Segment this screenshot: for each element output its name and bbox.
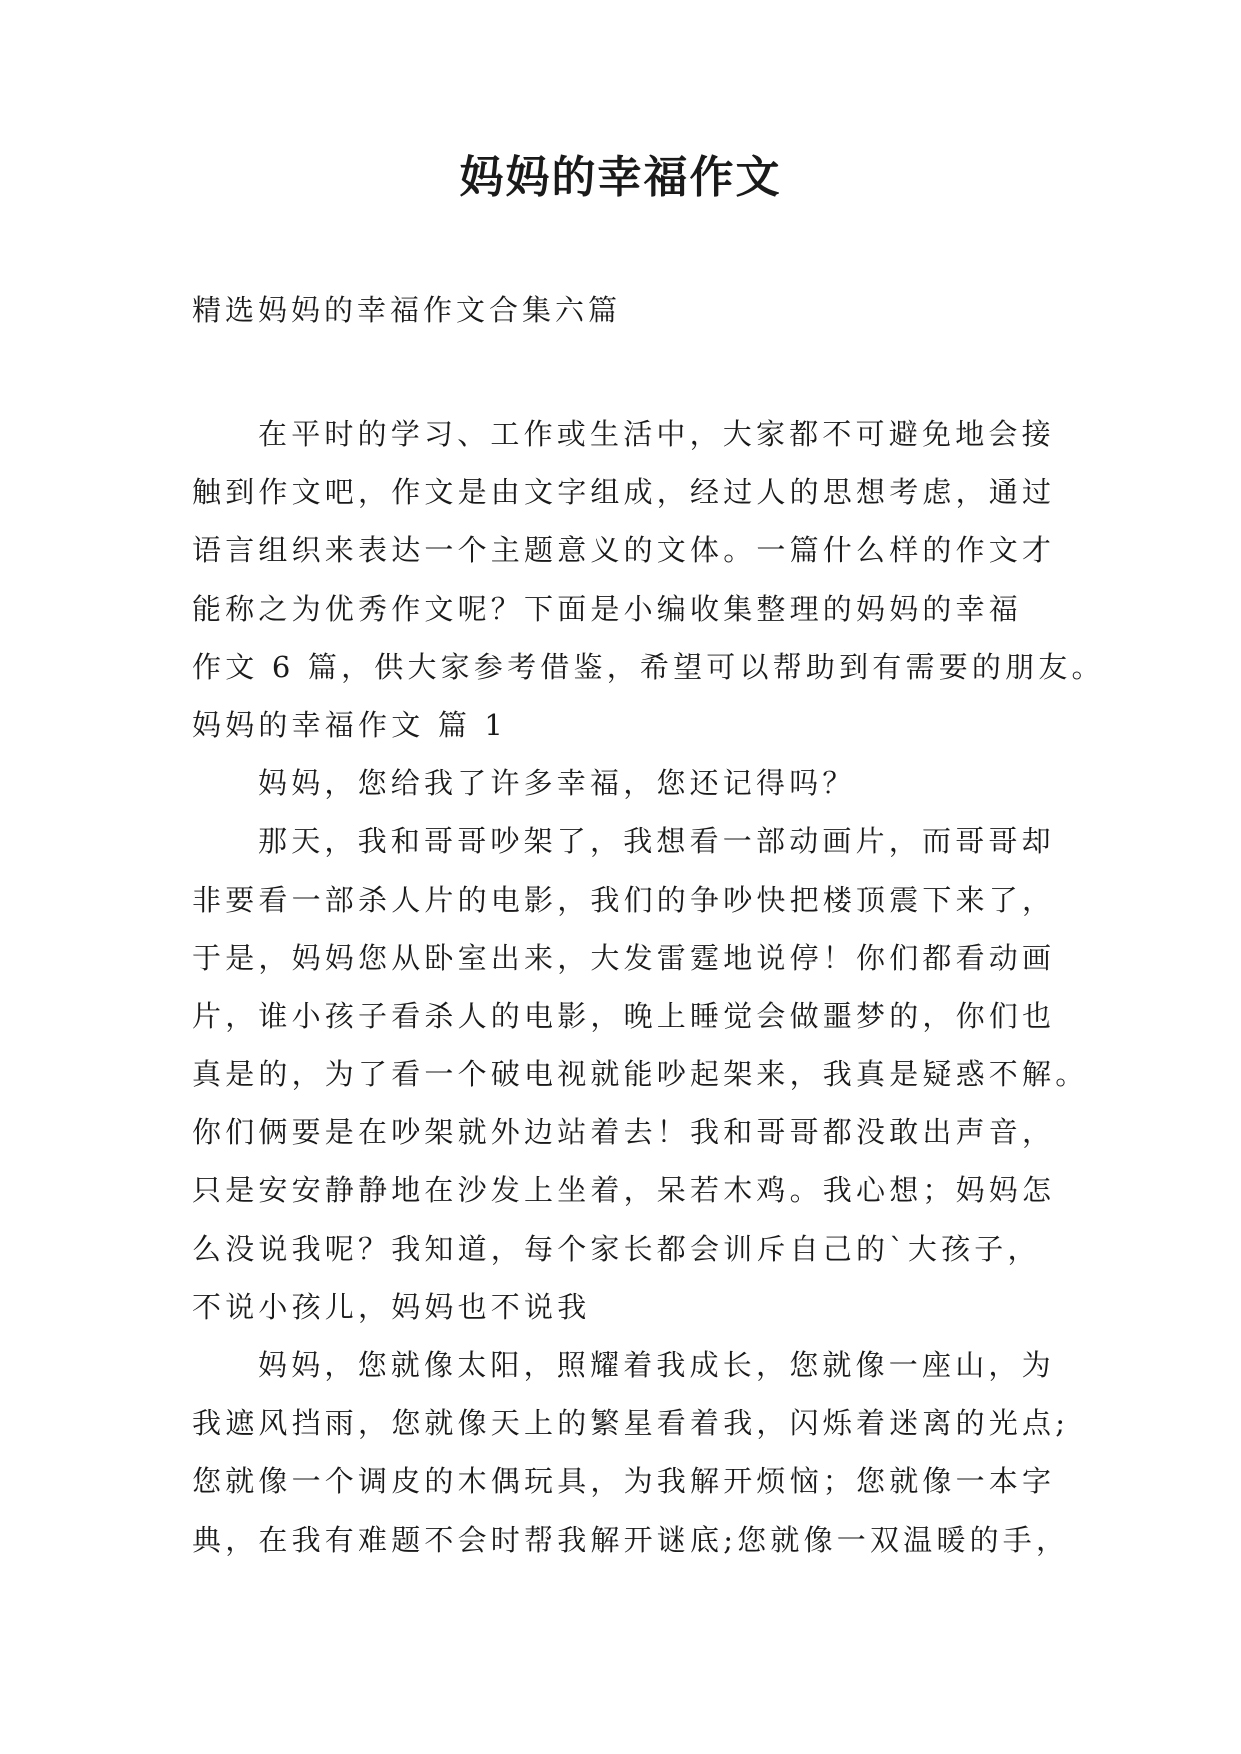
body-line: 我遮风挡雨，您就像天上的繁星看着我，闪烁着迷离的光点;: [192, 1406, 1070, 1441]
body-line: 能称之为优秀作文呢？下面是小编收集整理的妈妈的幸福: [192, 591, 1023, 626]
body-line: 你们俩要是在吵架就外边站着去！我和哥哥都没敢出声音，: [192, 1115, 1056, 1150]
body-line: 妈妈的幸福作文 篇 1: [192, 707, 508, 742]
body-line: 语言组织来表达一个主题意义的文体。一篇什么样的作文才: [192, 533, 1056, 568]
body-line: 只是安安静静地在沙发上坐着，呆若木鸡。我心想；妈妈怎: [192, 1173, 1056, 1208]
body-line: 不说小孩儿，妈妈也不说我: [192, 1289, 591, 1324]
body-line: 作文 6 篇，供大家参考借鉴，希望可以帮助到有需要的朋友。: [192, 649, 1105, 684]
body-line: 妈妈，您给我了许多幸福，您还记得吗？: [258, 766, 856, 801]
body-line: 妈妈，您就像太阳，照耀着我成长，您就像一座山，为: [258, 1348, 1055, 1382]
body-line: 非要看一部杀人片的电影，我们的争吵快把楼顶震下来了，: [192, 882, 1056, 917]
body-line: 典，在我有难题不会时帮我解开谜底;您就像一双温暖的手，: [192, 1522, 1070, 1557]
document-body: [192, 405, 1105, 1569]
body-line: 么没说我呢？我知道，每个家长都会训斥自己的`大孩子，: [192, 1231, 1041, 1266]
body-line: 于是，妈妈您从卧室出来，大发雷霆地说停！你们都看动画: [192, 940, 1056, 975]
document-subtitle: 精选妈妈的幸福作文合集六篇: [192, 293, 622, 327]
body-line: 在平时的学习、工作或生活中，大家都不可避免地会接: [258, 417, 1055, 451]
document-title: 妈妈的幸福作文: [459, 152, 782, 203]
body-line: 真是的，为了看一个破电视就能吵起架来，我真是疑惑不解。: [192, 1057, 1089, 1092]
body-line: 触到作文吧，作文是由文字组成，经过人的思想考虑，通过: [192, 475, 1056, 510]
body-line: 您就像一个调皮的木偶玩具，为我解开烦恼；您就像一本字: [192, 1464, 1056, 1499]
body-line: 片，谁小孩子看杀人的电影，晚上睡觉会做噩梦的，你们也: [192, 998, 1056, 1033]
body-line: 那天，我和哥哥吵架了，我想看一部动画片，而哥哥却: [258, 824, 1055, 859]
